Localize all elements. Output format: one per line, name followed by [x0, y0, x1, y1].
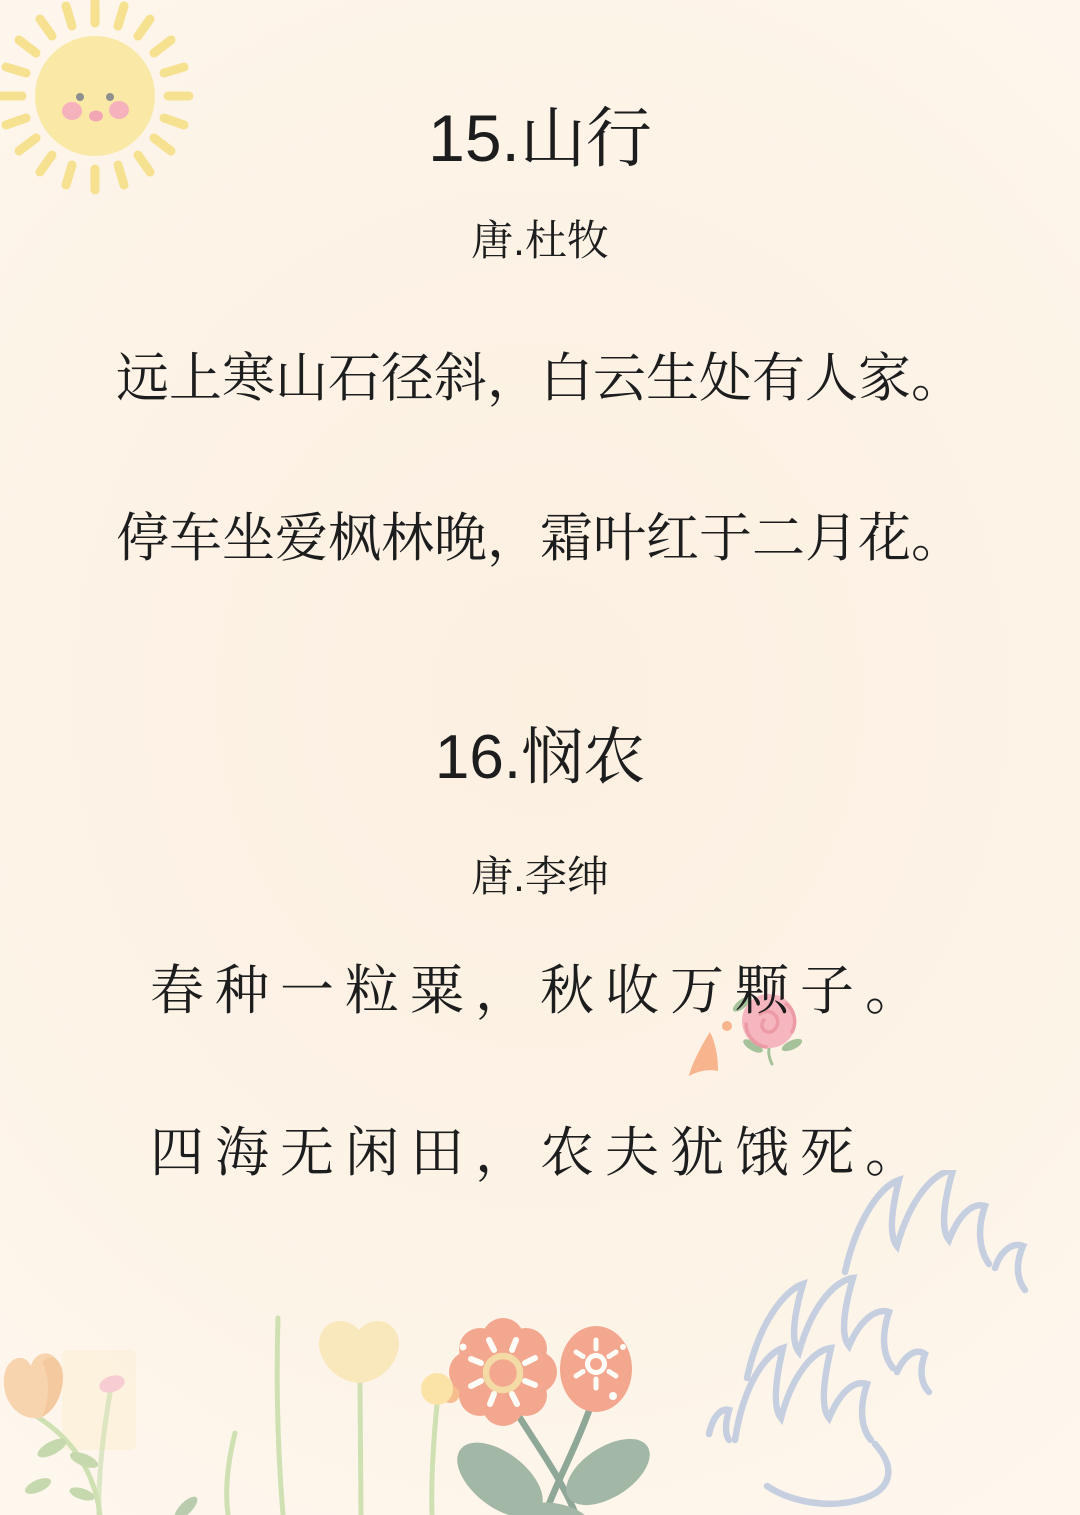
- poem1-author: 唐.杜牧: [471, 217, 609, 264]
- poem2-line-1: 春种一粒粟，秋收万颗子。: [150, 961, 930, 1021]
- yellow-dot-flower-icon: [421, 1373, 453, 1405]
- pale-square: [62, 1350, 136, 1450]
- coral-oval-flower-icon: [560, 1326, 632, 1412]
- poem2-line-2: 四海无闲田，农夫犹饿死。: [150, 1123, 930, 1183]
- garden-decoration: [0, 1290, 1080, 1515]
- sun-eye-left: [76, 93, 84, 101]
- orange-petal-icon: [689, 1032, 718, 1076]
- sun-eye-right: [106, 93, 114, 101]
- yellow-tulip-icon: [319, 1321, 399, 1383]
- poem1-title: 15.山行: [428, 101, 652, 175]
- lone-leaf: [171, 1493, 201, 1515]
- poem1-line-2: 停车坐爱枫林晚，霜叶红于二月花。: [116, 509, 964, 568]
- poem1-line-1: 远上寒山石径斜，白云生处有人家。: [116, 349, 964, 408]
- poem2-title: 16.悯农: [434, 723, 646, 792]
- rose-stem: [769, 1048, 772, 1064]
- coral-daisy-icon: [449, 1318, 557, 1426]
- poem2-author: 唐.李绅: [471, 853, 609, 900]
- orange-dot: [722, 1021, 732, 1031]
